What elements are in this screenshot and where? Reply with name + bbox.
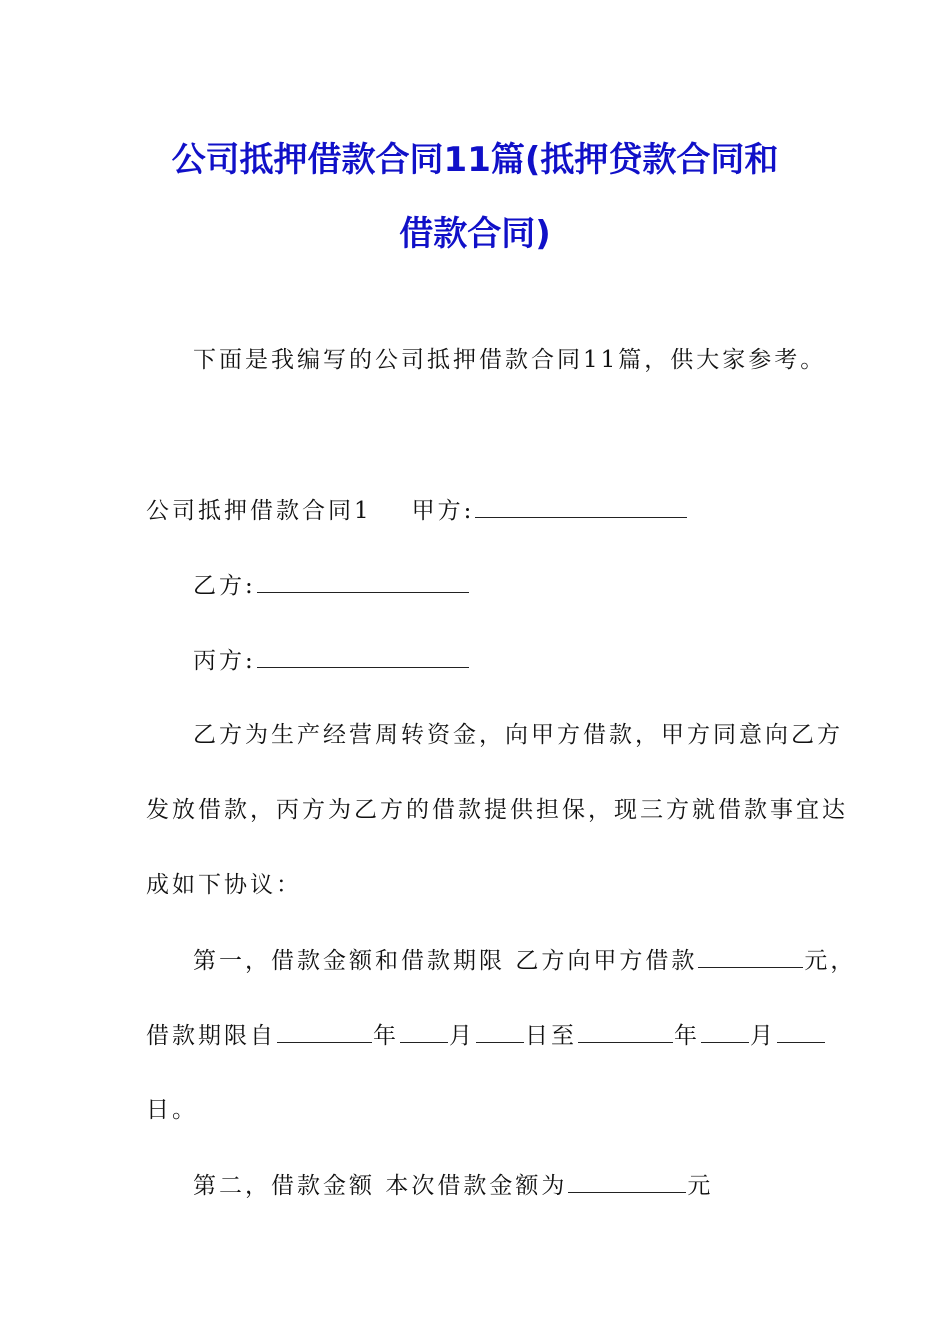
clause-2-unit: 元 [687, 1173, 714, 1199]
party-c-row [193, 645, 470, 676]
party-c-label: 丙方: [193, 648, 256, 674]
end-month-label: 月 [750, 1023, 776, 1049]
preamble-line-1: 乙方为生产经营周转资金，向甲方借款，甲方同意向乙方 [193, 722, 843, 748]
clause-1-text: 乙方向甲方借款 [515, 948, 698, 974]
clause-1-row-2 [146, 1020, 826, 1051]
clause-2-text: 本次借款金额为 [385, 1173, 568, 1199]
clause-1-unit: 元， [804, 948, 857, 974]
party-c-blank [257, 645, 469, 668]
document-title-line-2: 借款合同) [399, 214, 551, 254]
end-day-blank [777, 1020, 825, 1043]
party-b-label: 乙方: [193, 573, 256, 599]
party-a-label: 甲方: [411, 498, 475, 524]
clause-2-row [193, 1170, 713, 1201]
end-month-blank [701, 1020, 749, 1043]
preamble-line-3: 成如下协议： [146, 872, 302, 898]
clause-2-heading: 第二，借款金额 [193, 1173, 375, 1199]
day-to-label: 日至 [525, 1023, 577, 1049]
end-year-blank [578, 1020, 673, 1043]
start-year-blank [277, 1020, 372, 1043]
start-month-blank [400, 1020, 448, 1043]
document-title-line-1: 公司抵押借款合同11篇(抵押贷款合同和 [171, 140, 779, 180]
party-b-blank [257, 570, 469, 593]
start-year-label: 年 [373, 1023, 399, 1049]
clause-1-row-1 [193, 945, 856, 976]
contract-heading-row [146, 495, 688, 526]
party-b-row [193, 570, 470, 601]
intro-paragraph: 下面是我编写的公司抵押借款合同11篇，供大家参考。 [193, 347, 827, 373]
loan-period-label: 借款期限自 [146, 1023, 276, 1049]
end-year-label: 年 [674, 1023, 700, 1049]
loan-amount-blank [698, 945, 803, 968]
start-month-label: 月 [449, 1023, 475, 1049]
clause-1-row-3: 日。 [146, 1097, 198, 1123]
preamble-line-2: 发放借款，丙方为乙方的借款提供担保，现三方就借款事宜达 [146, 797, 848, 823]
contract-heading: 公司抵押借款合同1 [146, 498, 372, 524]
clause-1-heading: 第一，借款金额和借款期限 [193, 948, 505, 974]
start-day-blank [476, 1020, 524, 1043]
clause-2-amount-blank [568, 1170, 686, 1193]
party-a-blank [475, 495, 687, 518]
